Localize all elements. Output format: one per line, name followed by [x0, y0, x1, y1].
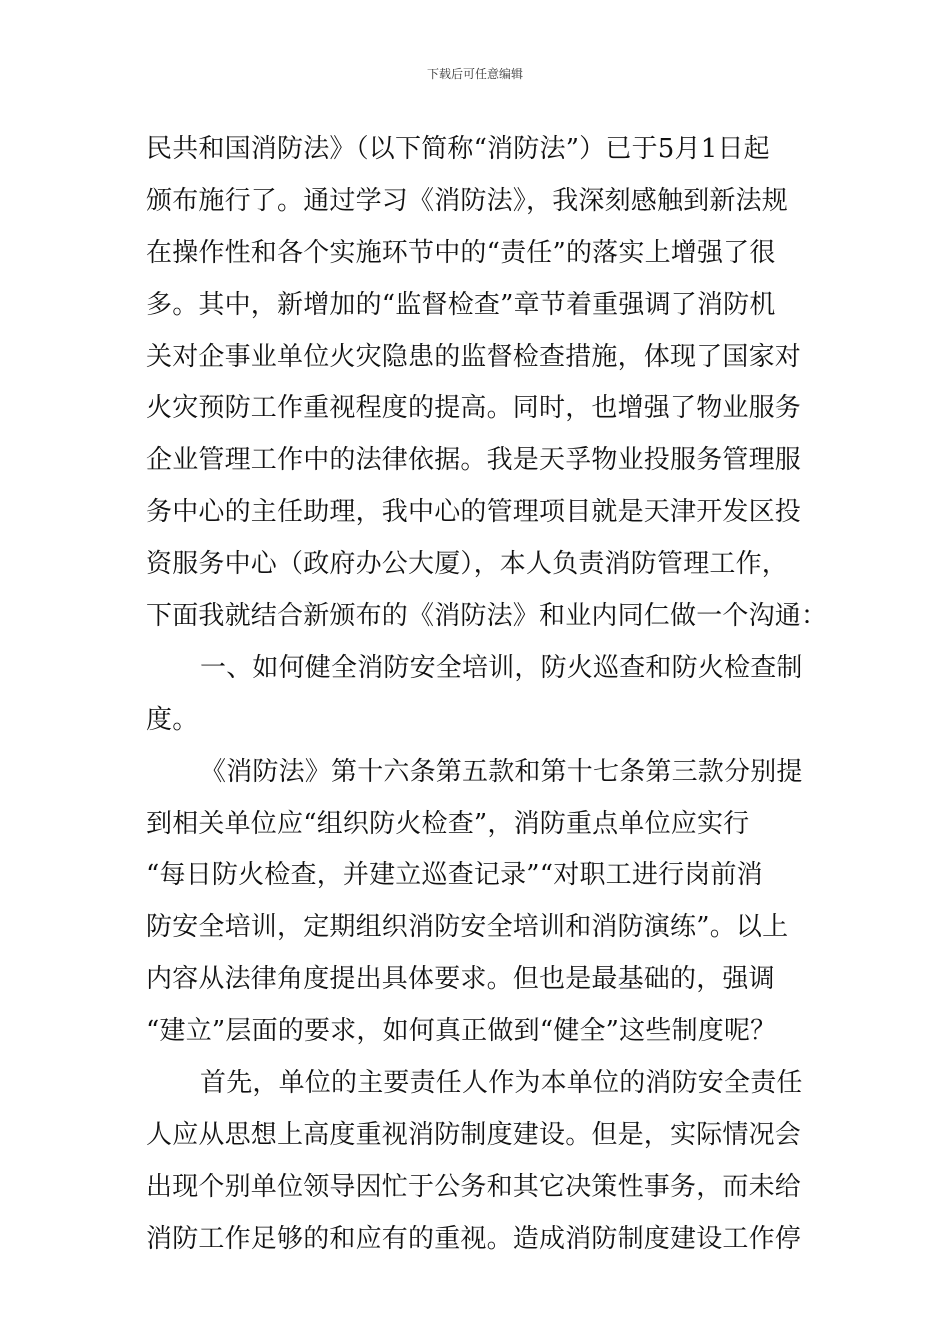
text-line: 防安全培训，定期组织消防安全培训和消防演练”。以上: [146, 912, 789, 943]
text-line: 在操作性和各个实施环节中的“责任”的落实上增强了很: [146, 237, 776, 268]
text-line: 《消防法》第十六条第五款和第十七条第三款分别提: [200, 756, 803, 787]
text-line: 消防工作足够的和应有的重视。造成消防制度建设工作停: [146, 1223, 802, 1254]
text-line: 到相关单位应“组织防火检查”，消防重点单位应实行: [146, 808, 750, 839]
text-line: 首先，单位的主要责任人作为本单位的消防安全责任: [200, 1068, 803, 1099]
text-line: 度。: [146, 704, 199, 735]
text-line: 民共和国消防法》（以下简称“消防法”）已于5月1日起: [146, 134, 770, 164]
text-line: 下面我就结合新颁布的《消防法》和业内同仁做一个沟通：: [146, 601, 828, 632]
text-line: 企业管理工作中的法律依据。我是天孚物业投服务管理服: [146, 445, 802, 476]
text-line: 内容从法律角度提出具体要求。但也是最基础的，强调: [146, 964, 775, 995]
text-line: 关对企事业单位火灾隐患的监督检查措施，体现了国家对: [146, 341, 802, 372]
text-line: 一、如何健全消防安全培训，防火巡查和防火检查制: [200, 652, 803, 683]
page-header: 下载后可任意编辑: [426, 67, 523, 81]
text-line: 颁布施行了。通过学习《消防法》，我深刻感触到新法规: [146, 185, 789, 216]
text-line: 出现个别单位领导因忙于公务和其它决策性事务，而未给: [146, 1171, 802, 1202]
text-line: 人应从思想上高度重视消防制度建设。但是，实际情况会: [146, 1119, 802, 1150]
text-line: “建立”层面的要求，如何真正做到“健全”这些制度呢？: [146, 1016, 777, 1047]
text-line: 火灾预防工作重视程度的提高。同时，也增强了物业服务: [146, 393, 802, 424]
document-body: [146, 124, 828, 1266]
text-line: 资服务中心（政府办公大厦），本人负责消防管理工作，: [146, 549, 789, 580]
text-line: 多。其中，新增加的“监督检查”章节着重强调了消防机: [146, 289, 776, 320]
text-line: “每日防火检查，并建立巡查记录”“对职工进行岗前消: [146, 860, 763, 891]
text-line: 务中心的主任助理，我中心的管理项目就是天津开发区投: [146, 497, 802, 528]
